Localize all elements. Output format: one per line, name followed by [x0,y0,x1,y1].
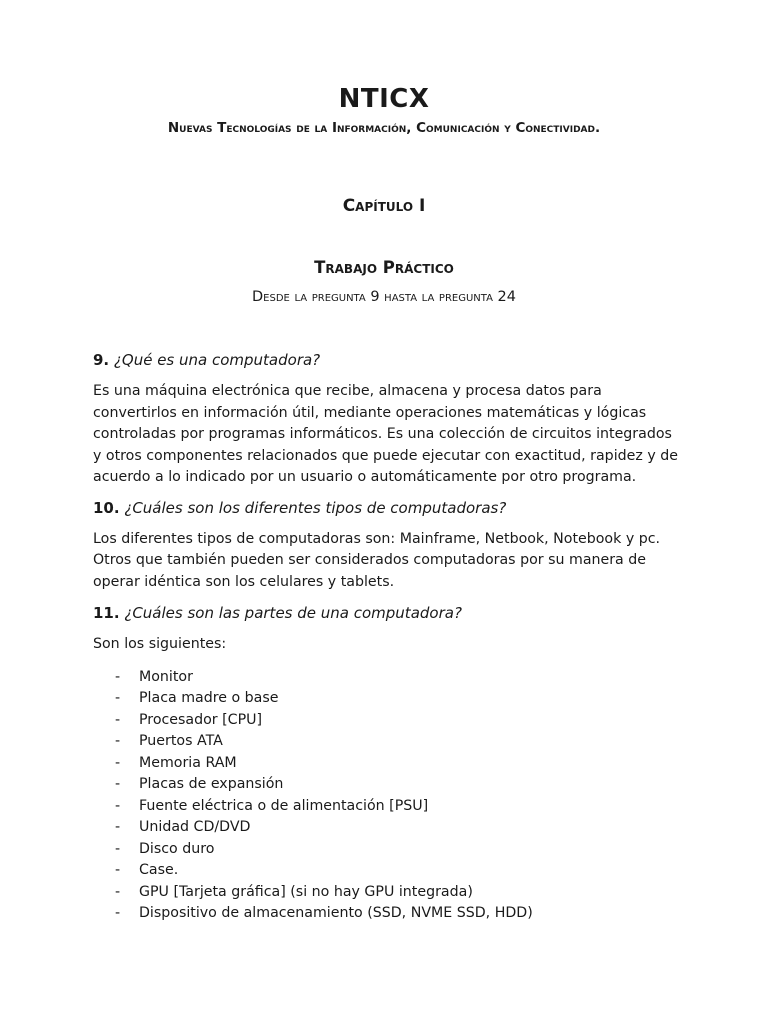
list-item [93,817,683,839]
bullet-dash: - [115,711,121,728]
list-item [93,796,683,818]
bullet-dash: - [115,690,121,706]
list-item-text: Procesador [CPU] [139,711,263,728]
list-item-text: Memoria RAM [139,754,237,771]
answer-10: Los diferentes tipos de computadoras son: Mainframe, Netbook, Notebook y pc. Otros que también pueden ser considerados computadoras por su manera de operar idéntica son los celulares y tablets. [93,530,661,590]
question-11 [93,602,683,624]
list-item [93,667,683,689]
bullet-dash: - [115,819,121,835]
list-item [93,710,683,732]
question-text: ¿Qué es una computadora? [113,351,321,369]
bullet-dash: - [115,840,121,857]
answer-9: Es una máquina electrónica que recibe, almacena y procesa datos para convertirlos en información útil, mediante operaciones matemáticas y lógicas controladas por programas informáticos. Es una colección de circuitos integrados y otros componentes relacionados que puede ejecutar con exactitud, rapidez y de acuerdo a lo indicado por un usuario o automáticamente por otro programa. [93,383,678,485]
question-number: 9. [93,351,110,369]
bullet-dash: - [115,754,121,771]
list-item-text: Unidad CD/DVD [139,819,251,835]
question-text: ¿Cuáles son los diferentes tipos de computadoras? [124,498,507,517]
question-9 [93,349,683,371]
question-number: 11. [93,604,120,622]
list-item [93,860,683,882]
list-item [93,688,683,710]
list-item [93,753,683,775]
chapter-heading: Capítulo I [342,196,426,216]
list-item-text: Dispositivo de almacenamiento (SSD, NVME SSD, HDD) [139,905,533,921]
bullet-dash: - [115,862,121,878]
bullet-dash: - [115,668,121,685]
list-item [93,774,683,796]
list-item [93,882,683,904]
bullet-dash: - [115,733,121,749]
question-number: 10. [93,498,120,517]
computer-parts-list [93,667,683,925]
bullet-dash: - [115,905,121,921]
list-item-text: Placas de expansión [139,776,284,792]
question-range: Desde la pregunta 9 hasta la pregunta 24 [252,289,516,305]
bullet-dash: - [115,797,121,814]
list-item-text: Monitor [139,668,193,685]
list-item-text: Disco duro [139,840,215,857]
list-item [93,731,683,753]
document-body [93,349,683,925]
section-heading: Trabajo Práctico [314,258,454,277]
document-subtitle: Nuevas Tecnologías de la Información, Comunicación y Conectividad. [167,120,601,136]
list-item-text: GPU [Tarjeta gráfica] (si no hay GPU integrada) [139,883,473,900]
bullet-dash: - [115,883,121,900]
list-item-text: Fuente eléctrica o de alimentación [PSU] [139,797,429,814]
question-text: ¿Cuáles son las partes de una computadora? [124,604,462,622]
list-item-text: Placa madre o base [139,690,279,706]
list-item [93,903,683,925]
document-title: NTICX [338,84,430,114]
list-item-text: Puertos ATA [139,733,223,749]
answer-11: Son los siguientes: [93,636,227,652]
list-item [93,839,683,861]
bullet-dash: - [115,776,121,792]
question-10 [93,497,683,519]
list-item-text: Case. [139,862,179,878]
